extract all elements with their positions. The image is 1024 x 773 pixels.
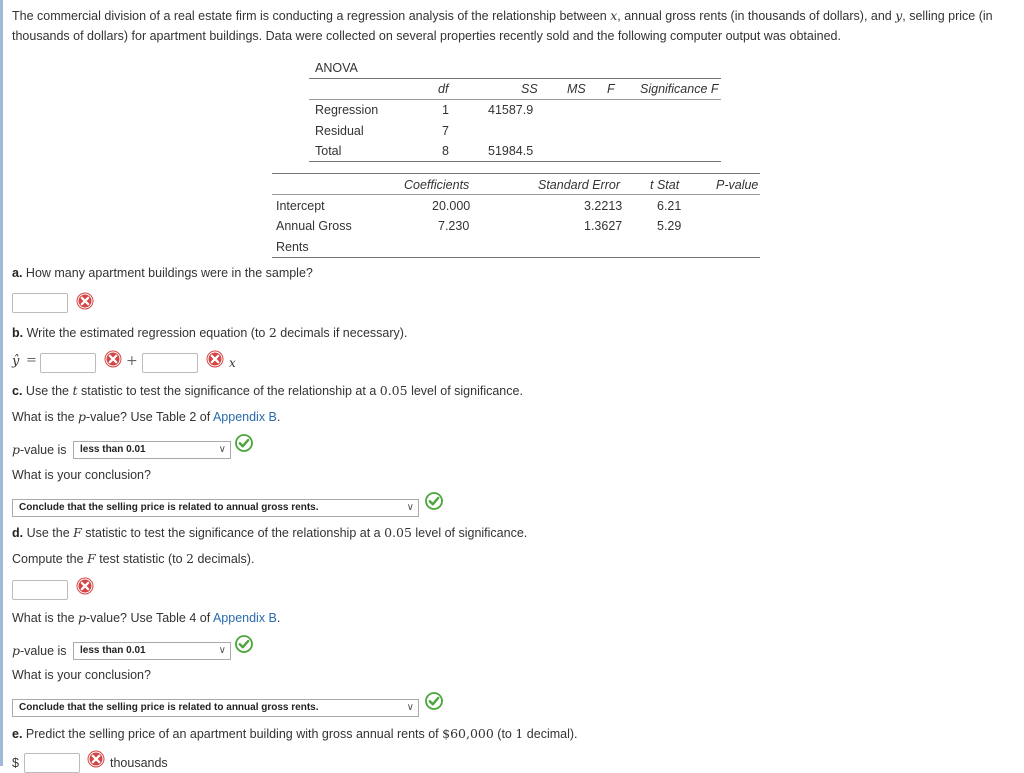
question-c-pvalue: What is the p-value? Use Table 2 of Appendix B. <box>12 409 281 424</box>
answer-a-input[interactable] <box>12 293 68 313</box>
anova-row-ss: 41587.9 <box>488 103 534 117</box>
correct-icon <box>425 692 443 710</box>
conclusion-question-d: What is your conclusion? <box>12 668 151 682</box>
anova-header-f: F <box>607 82 615 96</box>
coef-row-label-cont: Rents <box>276 240 309 254</box>
incorrect-icon <box>76 577 94 595</box>
conclusion-question-c: What is your conclusion? <box>12 468 151 482</box>
pvalue-label: p-value is <box>12 442 67 457</box>
question-d-compute: Compute the F test statistic (to 2 decimals). <box>12 551 255 566</box>
pvalue-label: p-value is <box>12 643 67 658</box>
anova-row-label: Total <box>315 144 342 158</box>
coef-row-coef: 7.230 <box>438 219 470 233</box>
coef-header-tstat: t Stat <box>650 178 680 192</box>
correct-icon <box>235 635 253 653</box>
chevron-down-icon: ∨ <box>406 502 414 513</box>
appendix-b-link[interactable]: Appendix B <box>212 611 277 625</box>
pvalue-select-c[interactable]: less than 0.01 ∨ <box>73 441 231 459</box>
equals-sign: = <box>26 353 37 368</box>
currency-symbol: $ <box>12 756 19 770</box>
anova-row-ss: 51984.5 <box>488 144 534 158</box>
anova-header-ms: MS <box>567 82 586 96</box>
x-variable: x <box>229 356 236 370</box>
anova-header-sigf: Significance F <box>640 82 719 96</box>
anova-title: ANOVA <box>315 61 358 75</box>
anova-row-label: Residual <box>315 124 364 138</box>
coef-row-se: 1.3627 <box>584 219 623 233</box>
question-a: a. How many apartment buildings were in the sample? <box>12 266 313 280</box>
intercept-input[interactable] <box>40 353 96 373</box>
chevron-down-icon: ∨ <box>218 645 226 656</box>
problem-intro: The commercial division of a real estate firm is conducting a regression analysis of the relationship between x, annual gross rents (in thousands of dollars), and y, selling price (in thousands of dollars) for apartment buildings. Data were collected on several properties recently sold and the following computer output was obtained. <box>12 8 993 43</box>
correct-icon <box>235 434 253 452</box>
question-d-pvalue: What is the p-value? Use Table 4 of Appendix B. <box>12 610 281 625</box>
anova-header-df: df <box>438 82 449 96</box>
incorrect-icon <box>104 350 122 368</box>
anova-row-label: Regression <box>315 103 379 117</box>
coef-row-label: Annual Gross <box>276 219 352 233</box>
incorrect-icon <box>76 292 94 310</box>
incorrect-icon <box>206 350 224 368</box>
correct-icon <box>425 492 443 510</box>
coef-header-se: Standard Error <box>538 178 620 192</box>
coef-row-tstat: 5.29 <box>657 219 682 233</box>
question-b: b. Write the estimated regression equation (to 2 decimals if necessary). <box>12 325 408 340</box>
pvalue-select-d[interactable]: less than 0.01 ∨ <box>73 642 231 660</box>
coef-row-coef: 20.000 <box>432 199 471 213</box>
anova-row-df: 7 <box>442 124 449 138</box>
left-border <box>0 0 3 766</box>
question-d: d. Use the F statistic to test the significance of the relationship at a 0.05 level of significance. <box>12 525 528 540</box>
anova-header-ss: SS <box>521 82 538 96</box>
unit-label: thousands <box>110 756 168 770</box>
prediction-input[interactable] <box>24 753 80 773</box>
conclusion-select-c[interactable]: Conclude that the selling price is related to annual gross rents. ∨ <box>12 499 419 517</box>
coef-row-label: Intercept <box>276 199 325 213</box>
chevron-down-icon: ∨ <box>406 702 414 713</box>
yhat-symbol: ŷ <box>12 354 20 369</box>
coef-row-tstat: 6.21 <box>657 199 682 213</box>
anova-row-df: 8 <box>442 144 449 158</box>
conclusion-select-d[interactable]: Conclude that the selling price is related to annual gross rents. ∨ <box>12 699 419 717</box>
coef-header-pvalue: P-value <box>716 178 759 192</box>
incorrect-icon <box>87 750 105 768</box>
anova-row-df: 1 <box>442 103 449 117</box>
f-statistic-input[interactable] <box>12 580 68 600</box>
coef-row-se: 3.2213 <box>584 199 623 213</box>
appendix-b-link[interactable]: Appendix B <box>212 410 277 424</box>
chevron-down-icon: ∨ <box>218 444 226 455</box>
coef-header-coefficients: Coefficients <box>404 178 470 192</box>
slope-input[interactable] <box>142 353 198 373</box>
plus-sign: + <box>126 353 138 369</box>
question-c: c. Use the t statistic to test the significance of the relationship at a 0.05 level of significance. <box>12 383 523 398</box>
question-e: e. Predict the selling price of an apartment building with gross annual rents of $60,000 (to 1 decimal). <box>12 726 578 741</box>
